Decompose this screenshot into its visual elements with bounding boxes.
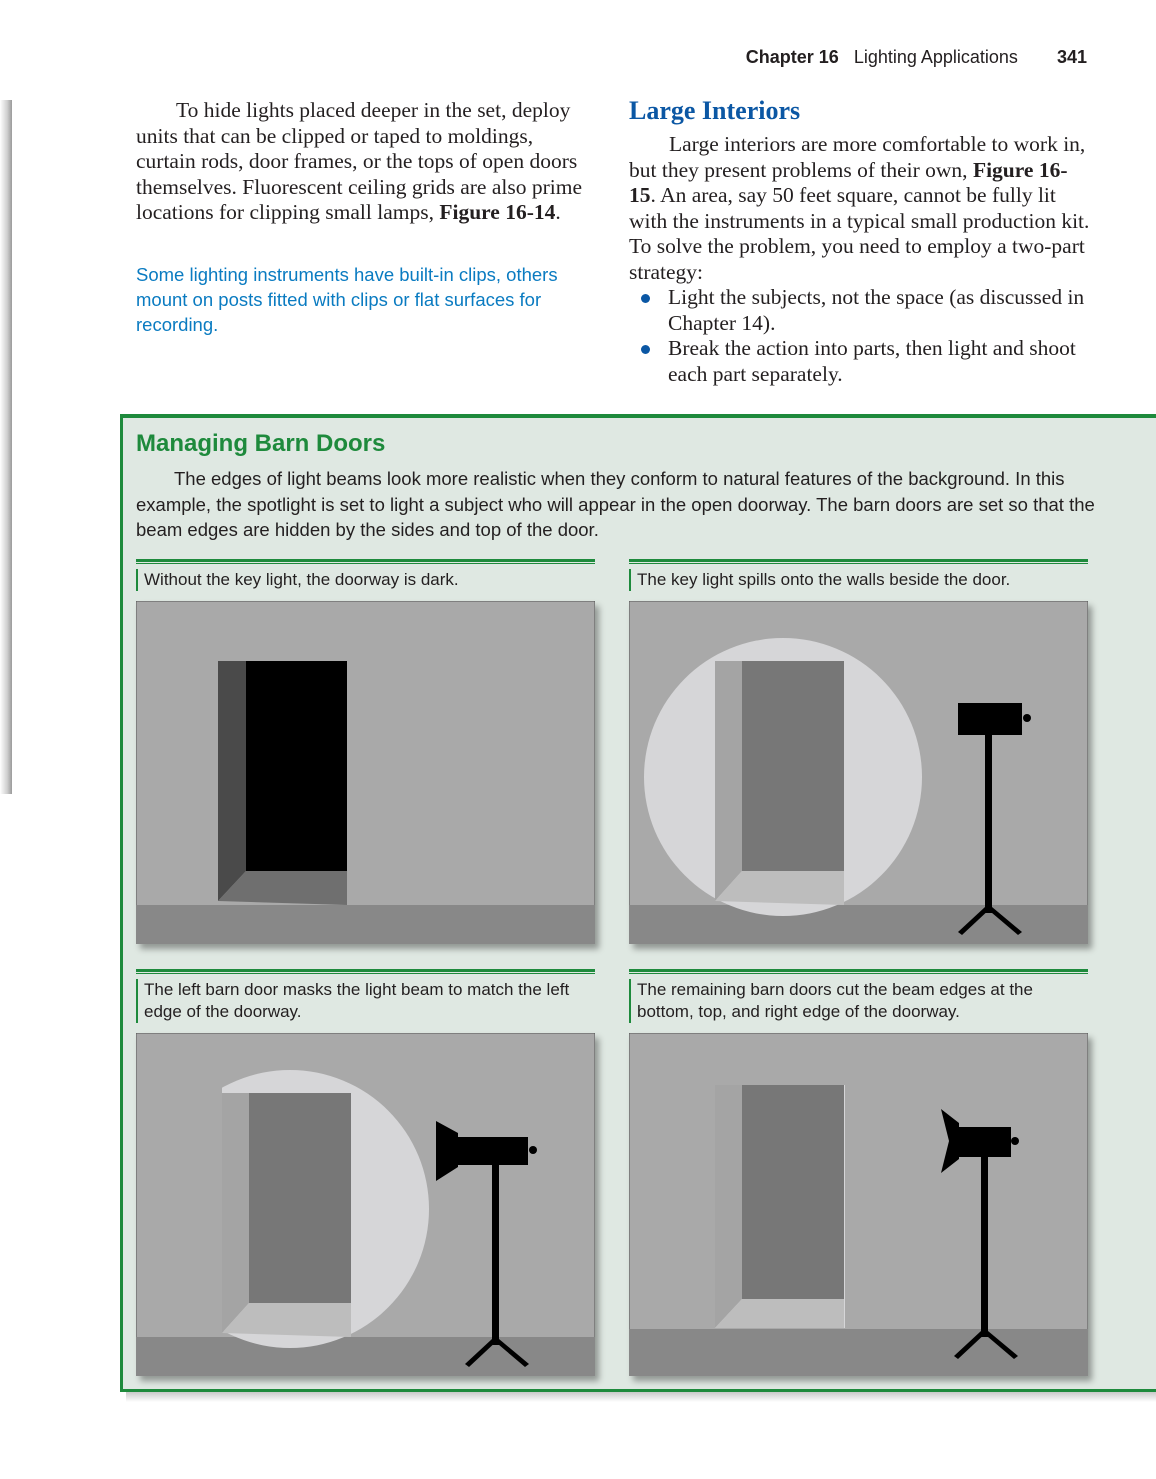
doorway: [742, 661, 844, 871]
door-jamb: [222, 1093, 249, 1333]
feature-body: The edges of light beams look more realistic when they conform to natural features of the background. In this example, the spotlight is set to light a subject who will appear in the open doorway. The barn doors are set so that the beam edges are hidden by the sides and top of the door.: [136, 468, 1095, 540]
panel-dark-doorway: [136, 601, 595, 944]
panel-key-light-spill: [629, 601, 1088, 944]
chapter-label: Chapter 16: [745, 47, 839, 67]
caption-rule: [629, 559, 1088, 564]
figure-caption: Some lighting instruments have built-in clips, others mount on posts fitted with clips or flat surfaces for recording.: [136, 264, 558, 335]
right-column-text: [629, 132, 1091, 387]
feature-title: Managing Barn Doors: [136, 430, 386, 457]
panel-remaining-barn-doors: [629, 1033, 1088, 1376]
left-paragraph: To hide lights placed deeper in the set, deploy units that can be clipped or taped to moldings, curtain rods, door frames, or the tops of open doors themselves. Fluorescent ceiling grids are also prime locations for clipping small lamps, Figure 16-14.: [136, 98, 582, 224]
door-jamb: [715, 661, 742, 901]
list-item: Light the subjects, not the space (as discussed in Chapter 14).: [629, 285, 1091, 336]
page-number: 341: [1056, 47, 1087, 67]
caption-rule: [136, 969, 595, 974]
chapter-title: Lighting Applications: [853, 47, 1018, 67]
right-paragraph: Large interiors are more comfortable to work in, but they present problems of their own, Figure 16-15. An area, say 50 feet square, cannot be fully lit with the instruments in a typical small production kit. To solve the problem, you need to employ a two-part strategy:: [629, 132, 1090, 284]
feature-shadow: [126, 1392, 1156, 1402]
strategy-list: [629, 285, 1091, 387]
illustration: [136, 601, 595, 944]
list-item: Break the action into parts, then light and shoot each part separately.: [629, 336, 1091, 387]
doorway: [246, 661, 347, 871]
door-jamb: [218, 661, 246, 901]
left-column-text: [136, 98, 598, 226]
figure-ref[interactable]: Figure 16-15: [629, 157, 1068, 207]
panel-caption: The key light spills onto the walls beside the door.: [629, 569, 1088, 591]
illustration: [629, 1033, 1088, 1376]
running-header: [746, 47, 1087, 68]
door-jamb: [715, 1085, 742, 1328]
panel-left-barn-door: [136, 1033, 595, 1376]
page-edge-shadow: [0, 100, 12, 794]
section-heading: Large Interiors: [629, 96, 801, 125]
caption-rule: [629, 969, 1088, 974]
doorway: [249, 1093, 351, 1303]
panel-caption: The remaining barn doors cut the beam edges at the bottom, top, and right edge of the doorway.: [629, 979, 1088, 1023]
caption-rule: [136, 559, 595, 564]
panel-caption: Without the key light, the doorway is dark.: [136, 569, 595, 591]
figure-ref[interactable]: Figure 16-14: [439, 200, 556, 224]
panel-caption: The left barn door masks the light beam to match the left edge of the doorway.: [136, 979, 595, 1023]
illustration: [136, 1033, 595, 1376]
doorway: [742, 1085, 844, 1299]
illustration: [629, 601, 1088, 944]
